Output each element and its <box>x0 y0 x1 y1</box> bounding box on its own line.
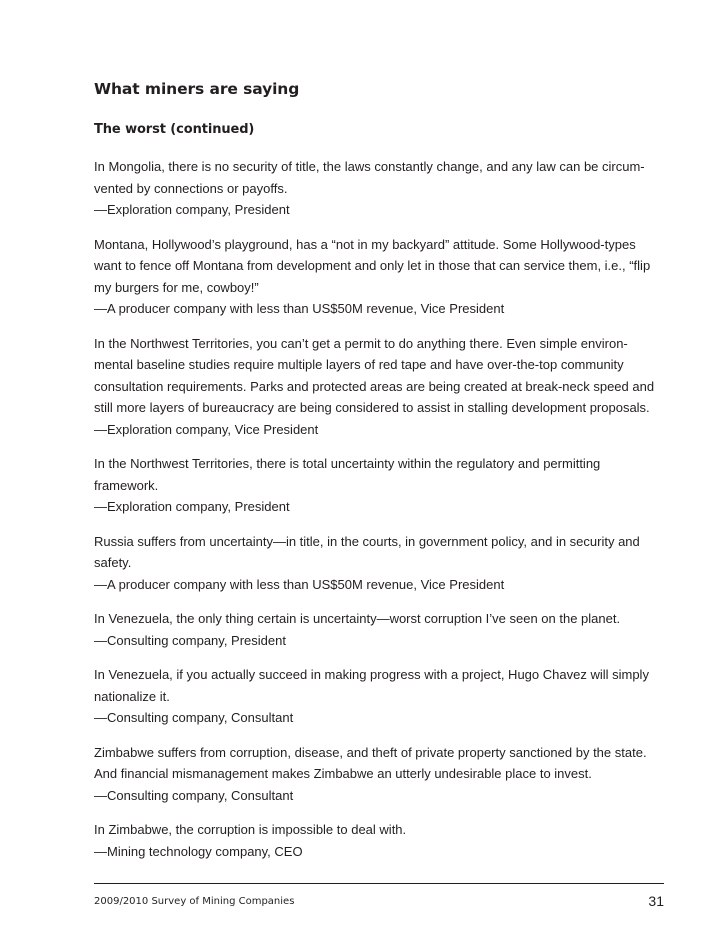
quote-block <box>94 819 666 862</box>
quote-text-line: In Venezuela, the only thing certain is uncertainty—worst corruption I’ve seen on the planet. <box>94 611 621 626</box>
quote-block <box>94 333 666 441</box>
quote-attribution: —A producer company with less than US$50M revenue, Vice President <box>94 576 505 592</box>
quote-text-line: In Zimbabwe, the corruption is impossible to deal with. <box>94 822 407 837</box>
quotes-list <box>94 156 666 875</box>
quote-text-line: In the Northwest Territories, there is total uncertainty within the regulatory and permitting <box>94 456 601 471</box>
quote-text-line: my burgers for me, cowboy!” <box>94 279 259 295</box>
quote-text-line: Zimbabwe suffers from corruption, disease, and theft of private property sanctioned by the state. <box>94 744 647 760</box>
quote-text-line: framework. <box>94 477 159 493</box>
quote-block <box>94 453 666 518</box>
quote-block <box>94 156 666 221</box>
quote-text-line: Russia suffers from uncertainty—in title, in the courts, in government policy, and in security and <box>94 533 640 549</box>
quote-text-line: mental baseline studies require multiple layers of red tape and have over-the-top community <box>94 357 624 372</box>
quote-text-line: Montana, Hollywood’s playground, has a “not in my backyard” attitude. Some Hollywood-types <box>94 236 636 252</box>
quote-text-line: In Mongolia, there is no security of title, the laws constantly change, and any law can be circum- <box>94 159 645 174</box>
section-heading: What miners are saying <box>94 80 300 98</box>
footer-divider <box>94 883 664 884</box>
quote-text-line: In the Northwest Territories, you can’t get a permit to do anything there. Even simple environ- <box>94 335 628 351</box>
quote-block <box>94 664 666 729</box>
quote-text-line: In Venezuela, if you actually succeed in making progress with a project, Hugo Chavez will simply <box>94 667 649 682</box>
quote-attribution: —Exploration company, President <box>94 202 290 217</box>
quote-text-line: consultation requirements. Parks and protected areas are being created at break-neck speed and <box>94 378 655 394</box>
quote-block <box>94 742 666 807</box>
quote-text-line: nationalize it. <box>94 688 170 704</box>
quote-text-line: want to fence off Montana from development and only let in those that can service them, i.e., “flip <box>94 258 651 273</box>
quote-attribution: —Consulting company, Consultant <box>94 787 294 803</box>
quote-text-line: still more layers of bureaucracy are being considered to assist in stalling development proposals. <box>94 400 650 415</box>
quote-attribution: —Consulting company, Consultant <box>94 710 294 725</box>
quote-attribution: —Consulting company, President <box>94 632 286 648</box>
quote-attribution: —Exploration company, President <box>94 499 290 514</box>
quote-attribution: —Exploration company, Vice President <box>94 421 319 437</box>
quote-block <box>94 531 666 596</box>
quote-text-line: And financial mismanagement makes Zimbabwe an utterly undesirable place to invest. <box>94 766 592 781</box>
quote-block <box>94 234 666 320</box>
sub-heading: The worst (continued) <box>94 122 255 137</box>
page-number: 31 <box>648 893 664 909</box>
quote-text-line: safety. <box>94 555 132 570</box>
quote-attribution: —Mining technology company, CEO <box>94 843 303 859</box>
quote-block <box>94 608 666 651</box>
footer-publication-title: 2009/2010 Survey of Mining Companies <box>94 896 295 907</box>
quote-attribution: —A producer company with less than US$50M revenue, Vice President <box>94 301 505 316</box>
quote-text-line: vented by connections or payoffs. <box>94 180 288 196</box>
